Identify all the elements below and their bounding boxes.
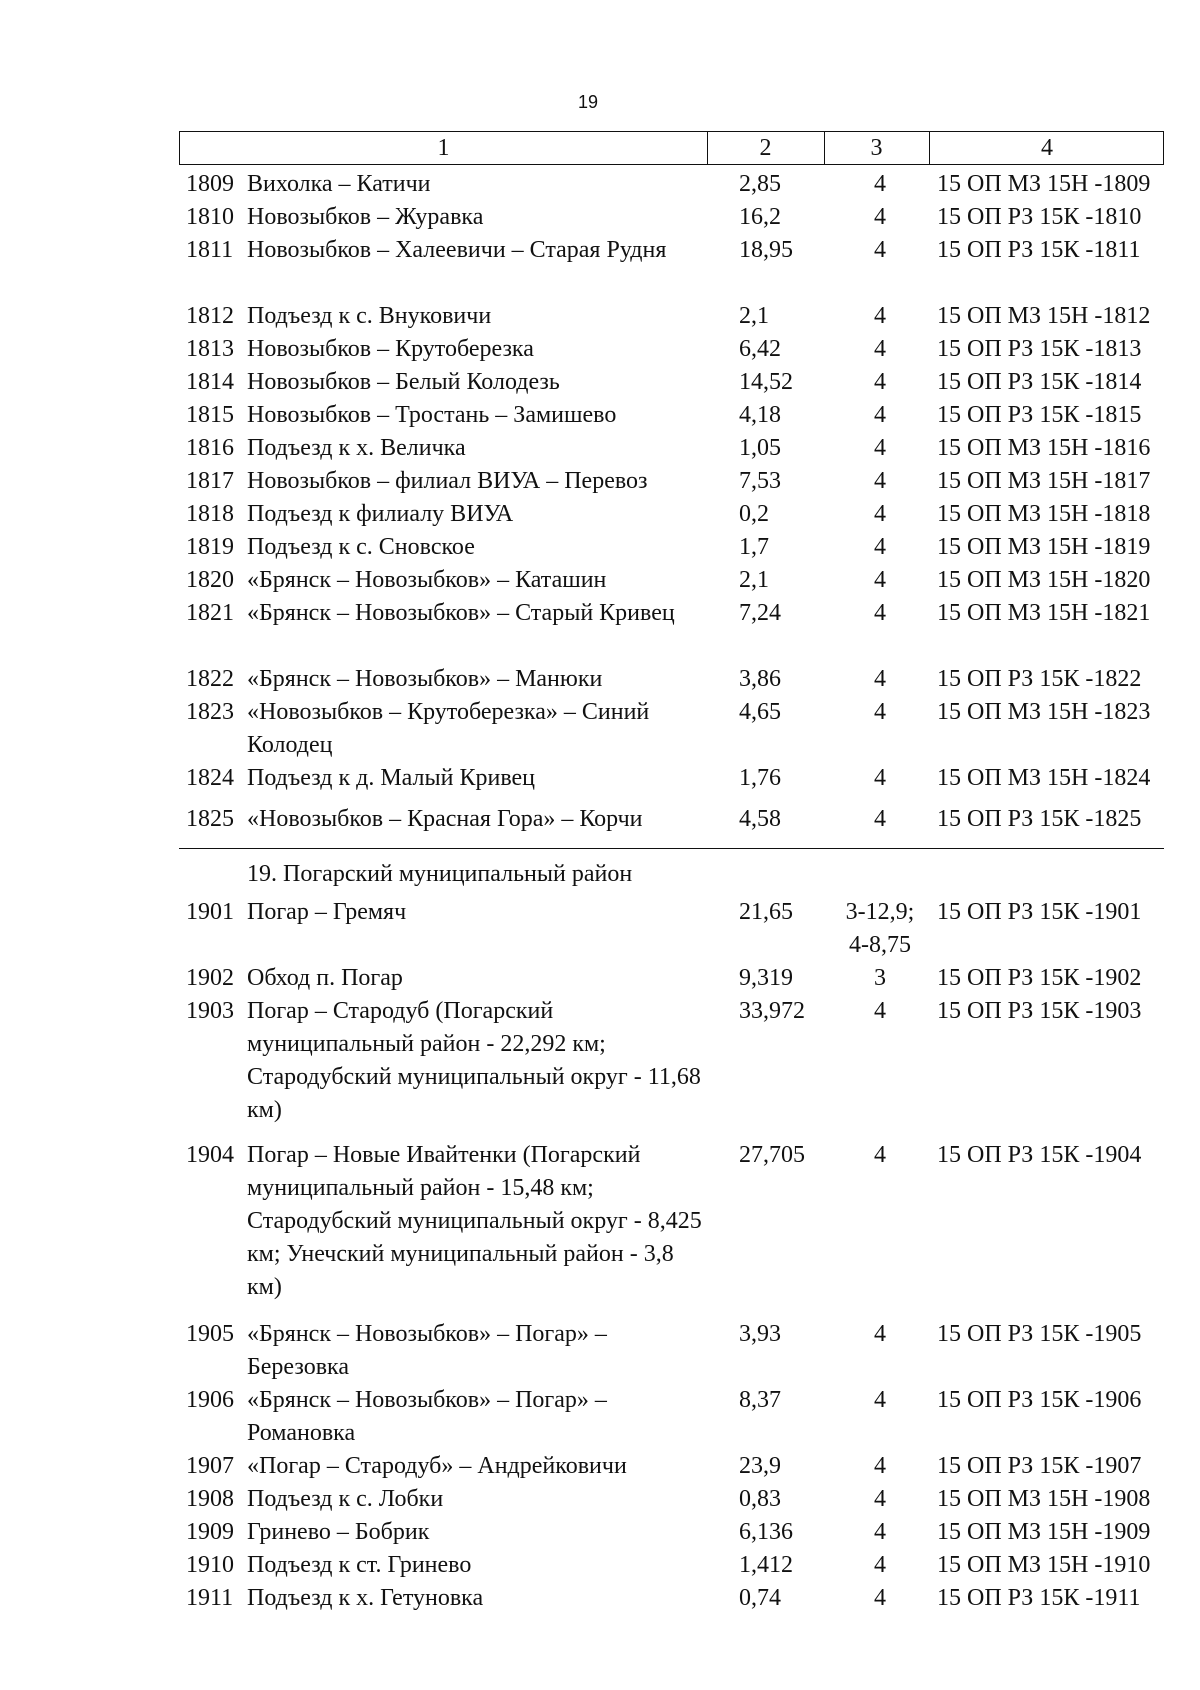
- road-category: 4: [874, 237, 886, 263]
- row-number: 1809: [186, 171, 234, 197]
- road-category: 4: [874, 998, 886, 1024]
- road-id-code: 15 ОП МЗ 15Н -1908: [937, 1486, 1151, 1512]
- header-col-2: 2: [759, 134, 772, 161]
- road-category: 4: [874, 336, 886, 362]
- road-id-code: 15 ОП РЗ 15К -1905: [937, 1321, 1142, 1347]
- road-id-code: 15 ОП МЗ 15Н -1818: [937, 501, 1151, 527]
- road-category: 4: [874, 534, 886, 560]
- row-number: 1903: [186, 998, 234, 1024]
- road-id-code: 15 ОП МЗ 15Н -1819: [937, 534, 1151, 560]
- road-length: 9,319: [739, 965, 793, 991]
- road-name: Новозыбков – Халеевичи – Старая Рудня: [247, 237, 667, 263]
- road-length: 0,83: [739, 1486, 781, 1512]
- row-number: 1908: [186, 1486, 234, 1512]
- road-category: 4: [874, 1453, 886, 1479]
- row-number: 1821: [186, 600, 234, 626]
- road-category: 4: [874, 600, 886, 626]
- road-category: 4: [874, 501, 886, 527]
- road-name: Новозыбков – филиал ВИУА – Перевоз: [247, 468, 648, 494]
- road-length: 1,7: [739, 534, 769, 560]
- road-id-code: 15 ОП МЗ 15Н -1812: [937, 303, 1151, 329]
- road-id-code: 15 ОП МЗ 15Н -1910: [937, 1552, 1151, 1578]
- road-category: 4: [874, 1486, 886, 1512]
- road-name: Новозыбков – Тростань – Замишево: [247, 402, 617, 428]
- row-number: 1818: [186, 501, 234, 527]
- road-name: Погар – Стародуб (Погарский муниципальный район - 22,292 км; Стародубский муниципальный округ - 11,68 км): [247, 998, 701, 1123]
- road-name: «Новозыбков – Красная Гора» – Корчи: [247, 806, 643, 832]
- header-col-4: 4: [1041, 134, 1053, 161]
- road-name: Гринево – Бобрик: [247, 1519, 430, 1545]
- road-id-code: 15 ОП МЗ 15Н -1817: [937, 468, 1151, 494]
- road-id-code: 15 ОП МЗ 15Н -1816: [937, 435, 1151, 461]
- road-id-code: 15 ОП РЗ 15К -1815: [937, 402, 1142, 428]
- road-length: 6,42: [739, 336, 781, 362]
- road-id-code: 15 ОП МЗ 15Н -1820: [937, 567, 1151, 593]
- page-number: 19: [578, 92, 599, 112]
- road-id-code: 15 ОП МЗ 15Н -1823: [937, 699, 1151, 725]
- road-name: Вихолка – Катичи: [247, 171, 431, 197]
- road-category: 4: [874, 699, 886, 725]
- road-length: 1,76: [739, 765, 781, 791]
- row-number: 1911: [186, 1585, 234, 1611]
- road-category: 4: [874, 1585, 886, 1611]
- row-number: 1909: [186, 1519, 234, 1545]
- road-length: 0,74: [739, 1585, 781, 1611]
- road-category: 4: [874, 435, 886, 461]
- road-length: 4,18: [739, 402, 781, 428]
- header-col-3: 3: [870, 134, 883, 161]
- road-length: 14,52: [739, 369, 793, 395]
- road-length: 1,05: [739, 435, 781, 461]
- road-length: 18,95: [739, 237, 793, 263]
- road-name: Подъезд к с. Сновское: [247, 534, 475, 560]
- row-number: 1822: [186, 666, 234, 692]
- road-length: 0,2: [739, 501, 769, 527]
- row-number: 1812: [186, 303, 234, 329]
- road-id-code: 15 ОП РЗ 15К -1902: [937, 965, 1142, 991]
- road-category: 4: [874, 666, 886, 692]
- row-number: 1810: [186, 204, 234, 230]
- road-id-code: 15 ОП РЗ 15К -1822: [937, 666, 1142, 692]
- road-name: «Брянск – Новозыбков» – Погар» – Березовка: [247, 1321, 607, 1380]
- road-category: 4: [874, 1321, 886, 1347]
- section-title: 19. Погарский муниципальный район: [247, 861, 633, 887]
- road-category: 4: [874, 765, 886, 791]
- road-length: 4,65: [739, 699, 781, 725]
- road-id-code: 15 ОП РЗ 15К -1811: [937, 237, 1141, 263]
- row-number: 1904: [186, 1142, 234, 1168]
- road-category: 3: [874, 965, 886, 991]
- road-name: «Брянск – Новозыбков» – Погар» – Романовка: [247, 1387, 607, 1446]
- row-number: 1910: [186, 1552, 234, 1578]
- road-length: 3,86: [739, 666, 781, 692]
- road-id-code: 15 ОП МЗ 15Н -1909: [937, 1519, 1151, 1545]
- road-category: 4: [874, 402, 886, 428]
- road-category: 4: [874, 204, 886, 230]
- road-name: Подъезд к х. Величка: [247, 435, 466, 461]
- road-length: 3,93: [739, 1321, 781, 1347]
- road-length: 7,53: [739, 468, 781, 494]
- road-id-code: 15 ОП МЗ 15Н -1809: [937, 171, 1151, 197]
- row-number: 1815: [186, 402, 234, 428]
- road-category: 4: [874, 468, 886, 494]
- row-number: 1823: [186, 699, 234, 725]
- road-id-code: 15 ОП РЗ 15К -1907: [937, 1453, 1142, 1479]
- row-number: 1906: [186, 1387, 234, 1413]
- road-name: «Брянск – Новозыбков» – Старый Кривец: [247, 600, 675, 626]
- road-category: 4: [874, 1142, 886, 1168]
- road-length: 1,412: [739, 1552, 793, 1578]
- row-number: 1824: [186, 765, 234, 791]
- road-name: «Брянск – Новозыбков» – Каташин: [247, 567, 607, 593]
- road-name: «Новозыбков – Крутоберезка» – Синий Колодец: [247, 699, 650, 758]
- row-number: 1816: [186, 435, 234, 461]
- road-id-code: 15 ОП РЗ 15К -1911: [937, 1585, 1141, 1611]
- road-category: 4: [874, 303, 886, 329]
- road-category: 4: [874, 1519, 886, 1545]
- road-category: 4: [874, 806, 886, 832]
- road-name: Новозыбков – Журавка: [247, 204, 484, 230]
- row-number: 1901: [186, 899, 234, 925]
- road-id-code: 15 ОП РЗ 15К -1901: [937, 899, 1142, 925]
- road-length: 2,85: [739, 171, 781, 197]
- row-number: 1825: [186, 806, 234, 832]
- road-name: Подъезд к ст. Гринево: [247, 1552, 472, 1578]
- road-length: 33,972: [739, 998, 805, 1024]
- row-number: 1813: [186, 336, 234, 362]
- road-name: Погар – Новые Ивайтенки (Погарский муниципальный район - 15,48 км; Стародубский муниципальный округ - 8,425 км; Унечский муниципальный район - 3,8 км): [247, 1142, 702, 1300]
- road-length: 6,136: [739, 1519, 793, 1545]
- row-number: 1817: [186, 468, 234, 494]
- road-length: 27,705: [739, 1142, 805, 1168]
- row-number: 1811: [186, 237, 234, 263]
- road-id-code: 15 ОП РЗ 15К -1814: [937, 369, 1142, 395]
- road-name: Обход п. Погар: [247, 965, 403, 991]
- road-name: Подъезд к филиалу ВИУА: [247, 501, 514, 527]
- road-id-code: 15 ОП МЗ 15Н -1824: [937, 765, 1151, 791]
- row-number: 1819: [186, 534, 234, 560]
- road-id-code: 15 ОП РЗ 15К -1906: [937, 1387, 1142, 1413]
- road-name: Новозыбков – Белый Колодезь: [247, 369, 560, 395]
- road-length: 2,1: [739, 567, 769, 593]
- row-number: 1820: [186, 567, 234, 593]
- road-name: «Погар – Стародуб» – Андрейковичи: [247, 1453, 627, 1479]
- road-category: 4: [874, 1552, 886, 1578]
- road-category: 4: [874, 567, 886, 593]
- row-number: 1907: [186, 1453, 234, 1479]
- row-number: 1902: [186, 965, 234, 991]
- road-id-code: 15 ОП РЗ 15К -1825: [937, 806, 1142, 832]
- road-length: 8,37: [739, 1387, 781, 1413]
- road-name: Подъезд к с. Лобки: [247, 1486, 444, 1512]
- row-number: 1814: [186, 369, 234, 395]
- road-name: «Брянск – Новозыбков» – Манюки: [247, 666, 603, 692]
- road-name: Погар – Гремяч: [247, 899, 407, 925]
- road-id-code: 15 ОП РЗ 15К -1904: [937, 1142, 1142, 1168]
- road-length: 4,58: [739, 806, 781, 832]
- row-number: 1905: [186, 1321, 234, 1347]
- road-category: 4: [874, 171, 886, 197]
- road-category: 4: [874, 369, 886, 395]
- road-length: 16,2: [739, 204, 781, 230]
- road-length: 7,24: [739, 600, 781, 626]
- road-id-code: 15 ОП РЗ 15К -1903: [937, 998, 1142, 1024]
- road-category: 4: [874, 1387, 886, 1413]
- road-name: Новозыбков – Крутоберезка: [247, 336, 534, 362]
- road-length: 23,9: [739, 1453, 781, 1479]
- road-length: 21,65: [739, 899, 793, 925]
- road-id-code: 15 ОП МЗ 15Н -1821: [937, 600, 1151, 626]
- road-length: 2,1: [739, 303, 769, 329]
- road-name: Подъезд к х. Гетуновка: [247, 1585, 484, 1611]
- road-name: Подъезд к д. Малый Кривец: [247, 765, 536, 791]
- road-id-code: 15 ОП РЗ 15К -1810: [937, 204, 1142, 230]
- road-name: Подъезд к с. Внуковичи: [247, 303, 492, 329]
- road-id-code: 15 ОП РЗ 15К -1813: [937, 336, 1142, 362]
- road-category: 3-12,9; 4-8,75: [845, 899, 915, 958]
- header-col-1: 1: [437, 134, 450, 161]
